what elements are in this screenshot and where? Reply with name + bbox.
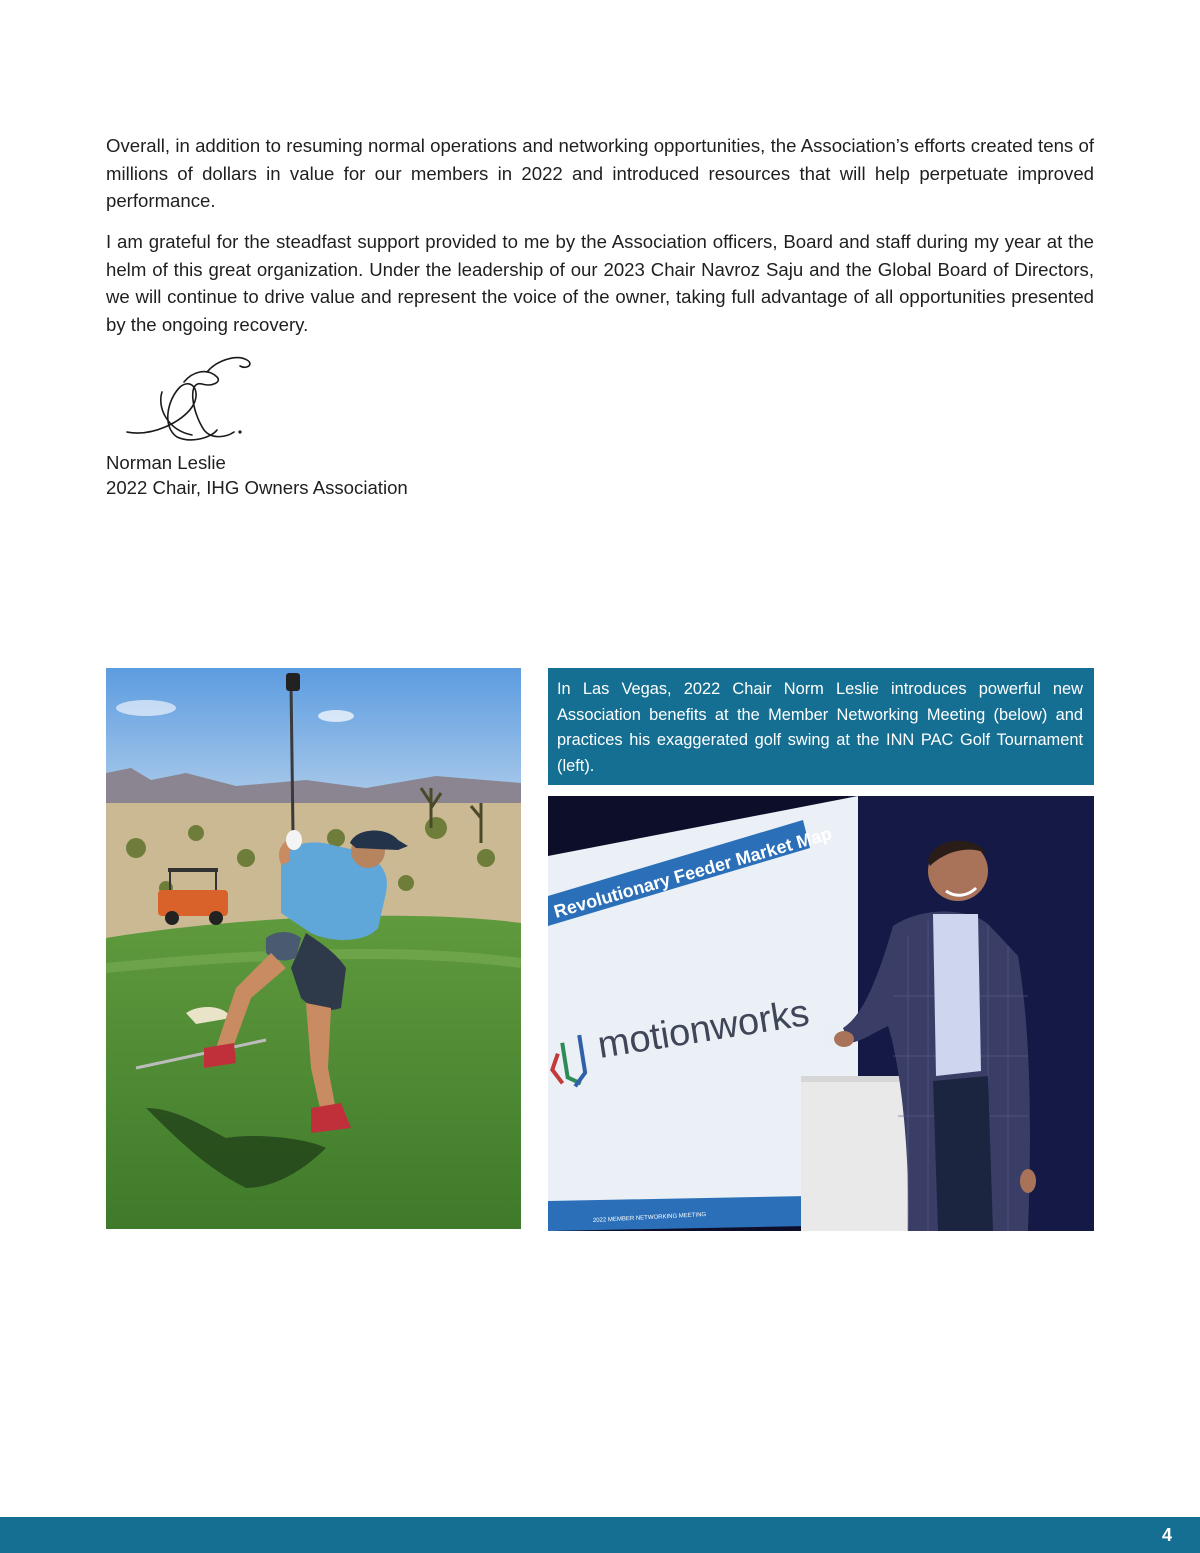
screen-logo-text: motionworks [594,992,813,1067]
letter-paragraph-1: Overall, in addition to resuming normal operations and networking opportunities, the Association’s efforts created tens of millions of dollars in value for our members in 2022 and introduced resources that will help perpetuate improved performance. [106,135,1094,211]
screen-heading: Revolutionary Feeder Market Map [551,823,835,922]
signer-title: 2022 Chair, IHG Owners Association [106,477,408,498]
caption-text: In Las Vegas, 2022 Chair Norm Leslie introduces powerful new Association benefits at the Member Networking Meeting (below) and practices his exaggerated golf swing at the INN PAC Golf Tournament (left). [557,680,1083,775]
signature-image [122,352,257,447]
golf-swing-photo [106,668,521,1229]
footer-bar [0,1517,1200,1553]
signature-block [106,450,408,500]
stage-presentation-photo [548,796,1094,1231]
letter-paragraph-2: I am grateful for the steadfast support provided to me by the Association officers, Board and staff during my year at the helm of this great organization. Under the leadership of our 2023 Chair Navroz Saju and the Global Board of Directors, we will continue to drive value and represent the voice of the owner, taking full advantage of all opportunities presented by the ongoing recovery. [106,231,1094,335]
signer-name: Norman Leslie [106,452,226,473]
screen-footer-text: 2022 MEMBER NETWORKING MEETING [592,1212,707,1224]
photo-caption [548,668,1094,785]
page-number: 4 [1161,1525,1172,1545]
